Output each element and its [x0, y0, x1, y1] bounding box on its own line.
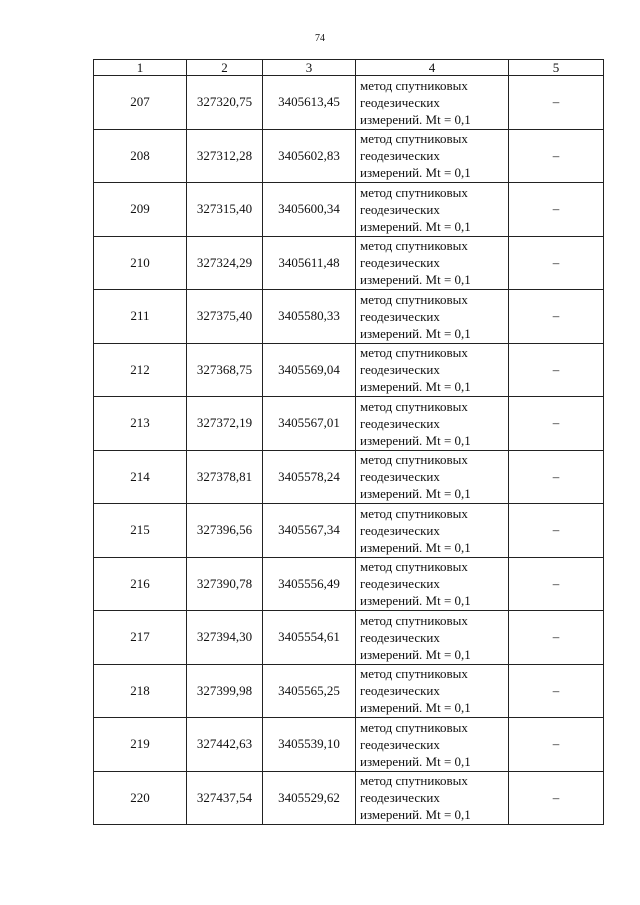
method-line-1: метод спутниковых — [360, 398, 468, 414]
x-coordinate-cell: 327324,29 — [187, 236, 263, 290]
description-cell: – — [509, 504, 604, 558]
y-coordinate-cell: 3405565,25 — [263, 664, 356, 718]
method-cell — [356, 397, 509, 451]
method-line-3: измерений. Mt = 0,1 — [360, 753, 471, 769]
x-coordinate-cell: 327442,63 — [187, 718, 263, 772]
method-line-1: метод спутниковых — [360, 773, 468, 789]
method-line-3: измерений. Mt = 0,1 — [360, 432, 471, 448]
description-cell: – — [509, 771, 604, 825]
y-coordinate-cell: 3405554,61 — [263, 611, 356, 665]
method-line-3: измерений. Mt = 0,1 — [360, 700, 471, 716]
method-cell — [356, 557, 509, 611]
point-number-cell: 210 — [94, 236, 187, 290]
description-cell: – — [509, 343, 604, 397]
method-line-1: метод спутниковых — [360, 719, 468, 735]
table-body — [94, 76, 604, 825]
table-row — [94, 611, 604, 665]
description-cell: – — [509, 290, 604, 344]
description-cell: – — [509, 236, 604, 290]
table-row — [94, 236, 604, 290]
method-line-2: геодезических — [360, 415, 440, 431]
table-row — [94, 664, 604, 718]
table-row — [94, 183, 604, 237]
method-line-1: метод спутниковых — [360, 345, 468, 361]
method-line-3: измерений. Mt = 0,1 — [360, 807, 471, 823]
method-line-2: геодезических — [360, 790, 440, 806]
method-line-2: геодезических — [360, 522, 440, 538]
x-coordinate-cell: 327320,75 — [187, 76, 263, 130]
method-cell — [356, 76, 509, 130]
method-line-3: измерений. Mt = 0,1 — [360, 325, 471, 341]
method-cell — [356, 129, 509, 183]
method-line-2: геодезических — [360, 362, 440, 378]
description-cell: – — [509, 718, 604, 772]
table-row — [94, 450, 604, 504]
method-line-1: метод спутниковых — [360, 238, 468, 254]
method-line-2: геодезических — [360, 469, 440, 485]
method-line-2: геодезических — [360, 576, 440, 592]
point-number-cell: 217 — [94, 611, 187, 665]
y-coordinate-cell: 3405567,34 — [263, 504, 356, 558]
method-line-2: геодезических — [360, 683, 440, 699]
x-coordinate-cell: 327372,19 — [187, 397, 263, 451]
description-cell: – — [509, 397, 604, 451]
method-cell — [356, 290, 509, 344]
y-coordinate-cell: 3405613,45 — [263, 76, 356, 130]
method-line-1: метод спутниковых — [360, 291, 468, 307]
method-line-3: измерений. Mt = 0,1 — [360, 218, 471, 234]
column-header-2: 2 — [187, 60, 263, 76]
description-cell: – — [509, 557, 604, 611]
method-line-2: геодезических — [360, 201, 440, 217]
method-line-3: измерений. Mt = 0,1 — [360, 272, 471, 288]
method-line-2: геодезических — [360, 255, 440, 271]
header-row — [94, 60, 604, 76]
x-coordinate-cell: 327390,78 — [187, 557, 263, 611]
point-number-cell: 214 — [94, 450, 187, 504]
method-line-3: измерений. Mt = 0,1 — [360, 539, 471, 555]
method-line-1: метод спутниковых — [360, 452, 468, 468]
point-number-cell: 208 — [94, 129, 187, 183]
point-number-cell: 220 — [94, 771, 187, 825]
column-header-3: 3 — [263, 60, 356, 76]
method-cell — [356, 236, 509, 290]
description-cell: – — [509, 76, 604, 130]
method-line-3: измерений. Mt = 0,1 — [360, 486, 471, 502]
description-cell: – — [509, 450, 604, 504]
method-cell — [356, 611, 509, 665]
method-line-1: метод спутниковых — [360, 505, 468, 521]
point-number-cell: 213 — [94, 397, 187, 451]
table-row — [94, 771, 604, 825]
y-coordinate-cell: 3405567,01 — [263, 397, 356, 451]
x-coordinate-cell: 327312,28 — [187, 129, 263, 183]
method-cell — [356, 504, 509, 558]
y-coordinate-cell: 3405529,62 — [263, 771, 356, 825]
method-line-3: измерений. Mt = 0,1 — [360, 646, 471, 662]
method-line-3: измерений. Mt = 0,1 — [360, 593, 471, 609]
method-line-3: измерений. Mt = 0,1 — [360, 165, 471, 181]
y-coordinate-cell: 3405556,49 — [263, 557, 356, 611]
table-row — [94, 718, 604, 772]
point-number-cell: 212 — [94, 343, 187, 397]
coordinates-table — [93, 59, 604, 825]
x-coordinate-cell: 327399,98 — [187, 664, 263, 718]
column-header-4: 4 — [356, 60, 509, 76]
table-row — [94, 76, 604, 130]
description-cell: – — [509, 183, 604, 237]
point-number-cell: 216 — [94, 557, 187, 611]
y-coordinate-cell: 3405539,10 — [263, 718, 356, 772]
x-coordinate-cell: 327315,40 — [187, 183, 263, 237]
description-cell: – — [509, 129, 604, 183]
page-number: 74 — [315, 33, 325, 44]
x-coordinate-cell: 327396,56 — [187, 504, 263, 558]
method-line-3: измерений. Mt = 0,1 — [360, 111, 471, 127]
method-cell — [356, 771, 509, 825]
method-line-2: геодезических — [360, 629, 440, 645]
point-number-cell: 219 — [94, 718, 187, 772]
method-line-2: геодезических — [360, 148, 440, 164]
table-row — [94, 343, 604, 397]
table-row — [94, 504, 604, 558]
y-coordinate-cell: 3405578,24 — [263, 450, 356, 504]
point-number-cell: 218 — [94, 664, 187, 718]
y-coordinate-cell: 3405602,83 — [263, 129, 356, 183]
y-coordinate-cell: 3405569,04 — [263, 343, 356, 397]
table-row — [94, 129, 604, 183]
x-coordinate-cell: 327375,40 — [187, 290, 263, 344]
x-coordinate-cell: 327368,75 — [187, 343, 263, 397]
y-coordinate-cell: 3405580,33 — [263, 290, 356, 344]
table-row — [94, 557, 604, 611]
method-cell — [356, 183, 509, 237]
table-row — [94, 397, 604, 451]
method-line-2: геодезических — [360, 736, 440, 752]
method-line-1: метод спутниковых — [360, 612, 468, 628]
x-coordinate-cell: 327437,54 — [187, 771, 263, 825]
x-coordinate-cell: 327378,81 — [187, 450, 263, 504]
method-line-3: измерений. Mt = 0,1 — [360, 379, 471, 395]
y-coordinate-cell: 3405611,48 — [263, 236, 356, 290]
table-row — [94, 290, 604, 344]
method-line-2: геодезических — [360, 94, 440, 110]
x-coordinate-cell: 327394,30 — [187, 611, 263, 665]
method-line-1: метод спутниковых — [360, 559, 468, 575]
method-cell — [356, 664, 509, 718]
column-header-5: 5 — [509, 60, 604, 76]
method-line-1: метод спутниковых — [360, 184, 468, 200]
method-cell — [356, 343, 509, 397]
column-header-1: 1 — [94, 60, 187, 76]
method-line-2: геодезических — [360, 308, 440, 324]
description-cell: – — [509, 611, 604, 665]
point-number-cell: 209 — [94, 183, 187, 237]
point-number-cell: 215 — [94, 504, 187, 558]
point-number-cell: 207 — [94, 76, 187, 130]
method-cell — [356, 718, 509, 772]
method-line-1: метод спутниковых — [360, 77, 468, 93]
method-line-1: метод спутниковых — [360, 131, 468, 147]
method-cell — [356, 450, 509, 504]
point-number-cell: 211 — [94, 290, 187, 344]
method-line-1: метод спутниковых — [360, 666, 468, 682]
y-coordinate-cell: 3405600,34 — [263, 183, 356, 237]
description-cell: – — [509, 664, 604, 718]
